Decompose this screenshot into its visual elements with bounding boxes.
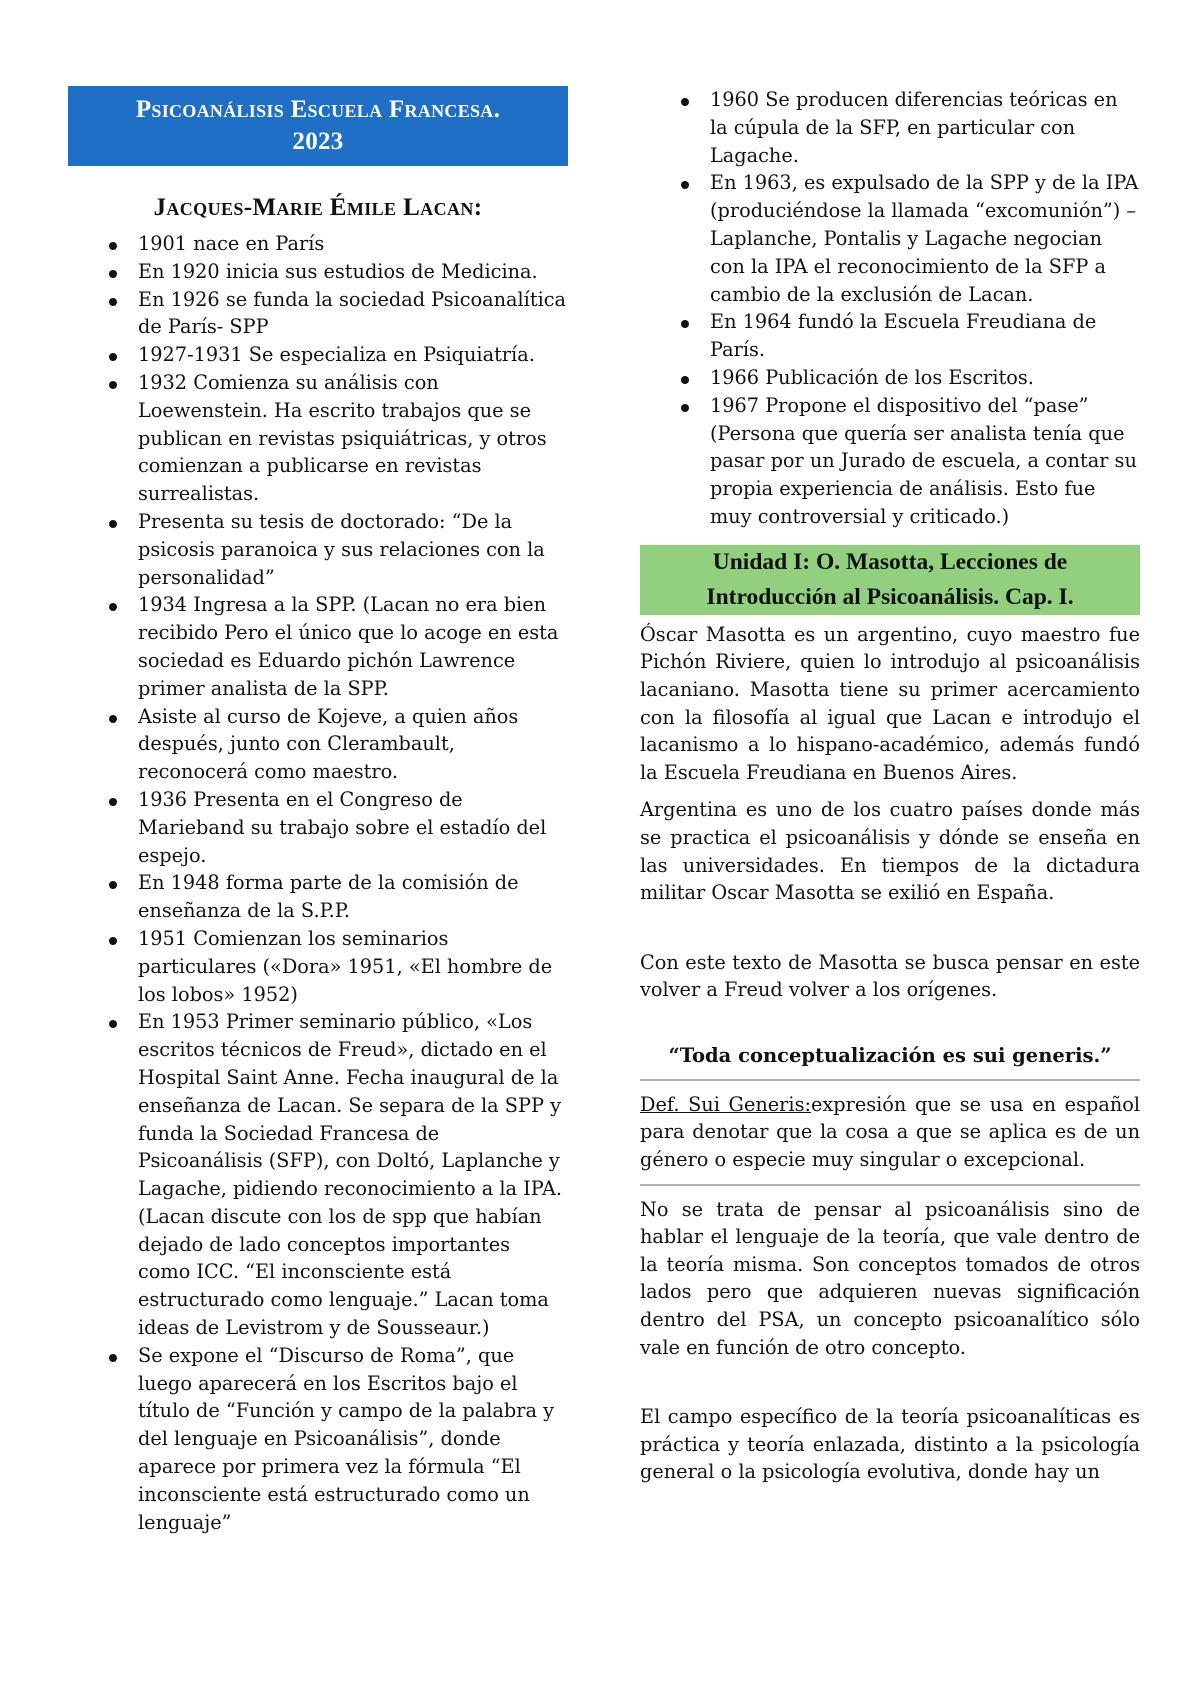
list-item: 1936 Presenta en el Congreso de Marieband su trabajo sobre el estadío del espejo. [65,786,568,869]
title-line-1: Psicoanálisis Escuela Francesa. [135,96,501,123]
bullet-icon [109,798,117,806]
bullet-icon [109,881,117,889]
definition [640,1091,1140,1174]
quote: “Toda conceptualización es sui generis.” [668,1043,1112,1067]
paragraph-masotta: Óscar Masotta es un argentino, cuyo maestro fue Pichón Riviere, quien lo introdujo al psicoanálisis lacaniano. Masotta tiene su primer acercamiento con la filosofía al igual que Lacan e introdujo el lacanismo a lo hispano-académico, además fundó la Escuela Freudiana en Buenos Aires. [640,622,1140,784]
list-item: En 1920 inicia sus estudios de Medicina. [65,258,568,286]
bullet-icon [109,270,117,278]
lacan-timeline-continued [640,86,1140,531]
paragraph-lenguaje-teoria: No se trata de pensar al psicoanálisis sino de hablar el lenguaje de la teoría, que vale dentro de la teoría misma. Son conceptos tomados de otros lados pero que adquieren nuevas significación dentro del PSA, un concepto psicoanalítico sólo vale en función de otro concepto. [640,1197,1140,1359]
bullet-icon [681,320,689,328]
bullet-icon [109,937,117,945]
list-item: 1901 nace en París [65,230,568,258]
title-banner [68,86,568,166]
definition-label: Def. Sui Generis: [640,1092,811,1116]
bullet-icon [681,98,689,106]
bullet-icon [109,1354,117,1362]
list-item: 1932 Comienza su análisis con Loewenstein. Ha escrito trabajos que se publican en revistas psiquiátricas, y otros comienzan a publicarse en revistas surrealistas. [65,369,568,508]
list-item: En 1963, es expulsado de la SPP y de la IPA (produciéndose la llamada “excomunión”) –Laplanche, Pontalis y Lagache negocian con la IPA el reconocimiento de la SFP a cambio de la exclusión de Lacan. [638,169,1140,308]
lacan-heading: Jacques-Marie Émile Lacan: [153,194,483,221]
list-item: Presenta su tesis de doctorado: “De la psicosis paranoica y sus relaciones con la personalidad” [65,508,568,591]
list-item: 1967 Propone el dispositivo del “pase” (Persona que quería ser analista tenía que pasar por un Jurado de escuela, a contar su propia experiencia de análisis. Esto fue muy controversial y criticado.) [638,392,1140,531]
bullet-icon [681,181,689,189]
list-item: En 1964 fundó la Escuela Freudiana de París. [638,308,1140,364]
title-line-2: 2023 [292,128,344,155]
divider [640,1079,1140,1081]
definition-text: expresión que se usa en español para denotar que la cosa a que se aplica es de un género o especie muy singular o excepcional. [640,1092,1141,1172]
bullet-icon [109,298,117,306]
paragraph-volver-a-freud: Con este texto de Masotta se busca pensar en este volver a Freud volver a los orígenes. [640,950,1140,1002]
unit-heading-line-2: Introducción al Psicoanálisis. Cap. I. [640,580,1140,615]
lacan-timeline-list [68,230,568,1536]
bullet-icon [109,353,117,361]
unit-heading [640,545,1140,615]
list-item: 1934 Ingresa a la SPP. (Lacan no era bien recibido Pero el único que lo acoge en esta sociedad es Eduardo pichón Lawrence primer analista de la SPP. [65,591,568,702]
list-item: 1927-1931 Se especializa en Psiquiatría. [65,341,568,369]
list-item: En 1948 forma parte de la comisión de enseñanza de la S.P.P. [65,869,568,925]
bullet-icon [681,376,689,384]
list-item: 1951 Comienzan los seminarios particulares («Dora» 1951, «El hombre de los lobos» 1952) [65,925,568,1008]
bullet-icon [109,520,117,528]
bullet-icon [109,242,117,250]
bullet-icon [109,1020,117,1028]
bullet-icon [681,404,689,412]
left-column [68,86,568,1536]
divider [640,1184,1140,1186]
bullet-icon [109,715,117,723]
right-column [640,86,1140,1496]
list-item: 1966 Publicación de los Escritos. [638,364,1140,392]
bullet-icon [109,381,117,389]
unit-heading-line-1: Unidad I: O. Masotta, Lecciones de [640,545,1140,580]
paragraph-campo-especifico: El campo específico de la teoría psicoanalíticas es práctica y teoría enlazada, distinto a la psicología general o la psicología evolutiva, donde hay un [640,1405,1140,1484]
list-item: 1960 Se producen diferencias teóricas en la cúpula de la SFP, en particular con Lagache. [638,86,1140,169]
list-item: En 1953 Primer seminario público, «Los escritos técnicos de Freud», dictado en el Hospital Saint Anne. Fecha inaugural de la enseñanza de Lacan. Se separa de la SPP y funda la Sociedad Francesa de Psicoanálisis (SFP), con Doltó, Laplanche y Lagache, pidiendo reconocimiento a la IPA. (Lacan discute con los de spp que habían dejado de lado conceptos importantes como ICC. “El inconsciente está estructurado como lenguaje.” Lacan toma ideas de Levistrom y de Sousseaur.) [65,1008,568,1342]
paragraph-argentina: Argentina es uno de los cuatro países donde más se practica el psicoanálisis y dónde se enseña en las universidades. En tiempos de la dictadura militar Oscar Masotta se exilió en España. [640,798,1140,905]
list-item: Se expone el “Discurso de Roma”, que luego aparecerá en los Escritos bajo el título de “Función y campo de la palabra y del lenguaje en Psicoanálisis”, donde aparece por primera vez la fórmula “El inconsciente está estructurado como un lenguaje” [65,1342,568,1537]
bullet-icon [109,603,117,611]
list-item: Asiste al curso de Kojeve, a quien años después, junto con Clerambault, reconocerá como maestro. [65,703,568,786]
list-item: En 1926 se funda la sociedad Psicoanalítica de París- SPP [65,286,568,342]
